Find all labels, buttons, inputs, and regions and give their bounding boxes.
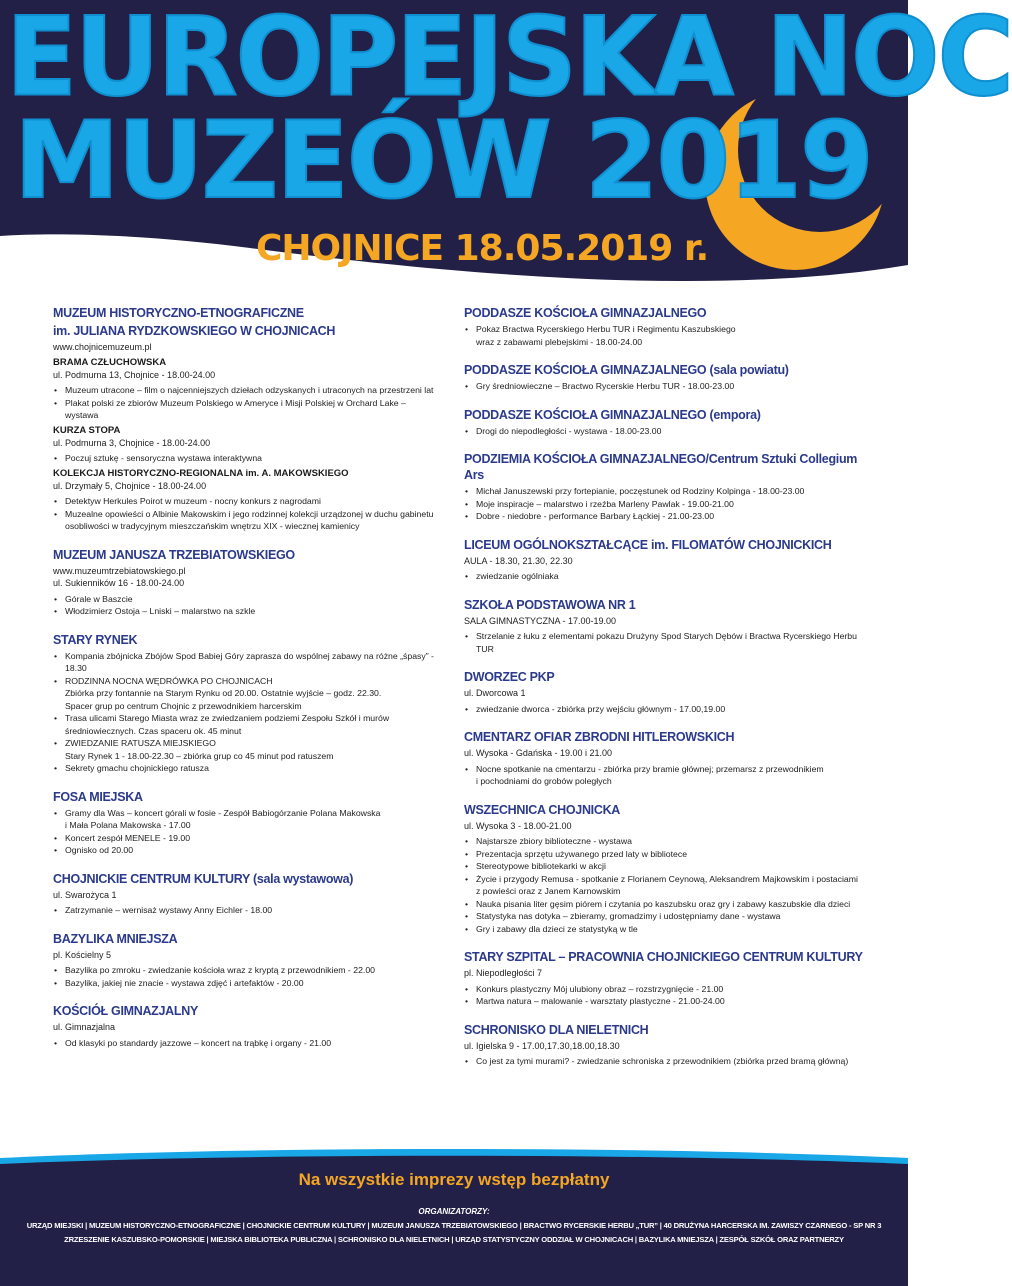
list-item: • Muzealne opowieści o Albinie Makowskim i jego rodzinnej kolekcji urządzonej w duchu gabinetu	[53, 508, 438, 521]
list-item: • Od klasyki po standardy jazzowe – koncert na trąbkę i organy - 21.00	[53, 1037, 438, 1050]
list-item: • Co jest za tymi murami? - zwiedzanie schroniska z przewodnikiem (zbiórka przed bramą główną)	[464, 1055, 869, 1068]
venue-address: ul. Podmurna 3, Chojnice - 18.00-24.00	[53, 437, 211, 448]
list-item: • Poczuj sztukę - sensoryczna wystawa interaktywna	[53, 452, 438, 465]
list-item: • Drogi do niepodległości - wystawa - 18.00-23.00	[464, 425, 869, 438]
section-title: PODZIEMIA KOŚCIOŁA GIMNAZJALNEGO/Centrum Sztuki Collegium Ars	[464, 452, 858, 482]
venue-address: ul. Gimnazjalna	[53, 1022, 116, 1032]
section-title: MUZEUM JANUSZA TRZEBIATOWSKIEGO	[53, 547, 295, 562]
list-item: • Gry i zabawy dla dzieci ze statystyką w tle	[464, 923, 869, 936]
venue-address: ul. Swarożyca 1	[53, 889, 117, 900]
list-item: • Nauka pisania liter gęsim piórem i czytania po kaszubsku oraz gry i zabawy kaszubskie dla dzieci	[464, 898, 869, 911]
section-title: MUZEUM HISTORYCZNO-ETNOGRAFICZNE	[53, 306, 304, 320]
list-item: • Włodzimierz Ostoja – Lniski – malarstwo na szkle	[53, 605, 438, 618]
venue-address: ul. Dworcowa 1	[464, 688, 526, 698]
list-item: • Strzelanie z łuku z elementami pokazu Drużyny Spod Starych Dębów i Bractwa Rycerskiego Herbu TUR	[464, 630, 869, 655]
list-item: • Zatrzymanie – wernisaż wystawy Anny Eichler - 18.00	[53, 904, 438, 917]
poster-header	[0, 0, 1012, 300]
section-liceum	[464, 537, 869, 583]
venue-name: KURZA STOPA	[53, 424, 121, 436]
section-title: SCHRONISKO DLA NIELETNICH	[464, 1022, 649, 1037]
list-item: • Koncert zespół MENELE - 19.00	[53, 832, 438, 845]
section-dworzec-pkp	[464, 669, 869, 715]
list-item: • Życie i przygody Remusa - spotkanie z Florianem Ceynową, Aleksandrem Majkowskim i postaciami	[464, 873, 869, 886]
list-item: • Ognisko od 20.00	[53, 844, 438, 857]
poster-title-line-2: MUZEÓW 2019	[14, 99, 872, 222]
poster-title-line-1: EUROPEJSKA NOC	[6, 0, 1012, 121]
event-list	[464, 1055, 869, 1068]
list-item-cont: i pochodniami do grobów poległych	[476, 776, 612, 786]
section-poddasze-sala-powiatu	[464, 362, 869, 393]
event-list	[53, 964, 438, 989]
list-item-cont: z powieści oraz z Janem Karnowskim	[476, 886, 621, 896]
section-poddasze-empora	[464, 407, 869, 438]
venue-address: ul. Igielska 9 - 17.00,17.30,18.00,18.30	[464, 1040, 620, 1051]
section-title: CMENTARZ OFIAR ZBRODNI HITLEROWSKICH	[464, 730, 735, 744]
section-title: CHOJNICKIE CENTRUM KULTURY (sala wystawowa)	[53, 871, 354, 886]
list-item: • Dobre - niedobre - performance Barbary Łąckiej - 21.00-23.00	[464, 510, 869, 523]
list-item-cont: Stary Rynek 1 - 18.00-22.30 – zbiórka grup co 45 minut pod ratuszem	[65, 750, 334, 761]
organizers-label: ORGANIZATORZY:	[418, 1207, 490, 1216]
poster-footer	[0, 1150, 908, 1286]
list-item: • RODZINNA NOCNA WĘDRÓWKA PO CHOJNICACH	[53, 675, 438, 688]
section-title: STARY SZPITAL – PRACOWNIA CHOJNICKIEGO CENTRUM KULTURY	[464, 950, 863, 964]
section-fosa-miejska	[53, 789, 438, 857]
section-title: STARY RYNEK	[53, 632, 138, 647]
list-item: • Sekrety gmachu chojnickiego ratusza	[53, 762, 438, 775]
section-schronisko	[464, 1022, 869, 1068]
list-item: • Plakat polski ze zbiorów Muzeum Polskiego w Ameryce i Misji Polskiej w Orchard Lake – wystawa	[53, 397, 438, 422]
list-item: • Stereotypowe bibliotekarki w akcji	[464, 860, 869, 873]
list-item: • Nocne spotkanie na cmentarzu - zbiórka przy bramie głównej; przemarsz z przewodnikiem	[464, 763, 869, 776]
event-list	[53, 593, 438, 618]
list-item: • Bazylika po zmroku - zwiedzanie kościoła wraz z kryptą z przewodnikiem - 22.00	[53, 964, 438, 977]
list-item: • Gry średniowieczne – Bractwo Rycerskie Herbu TUR - 18.00-23.00	[464, 380, 869, 393]
event-list	[464, 703, 869, 716]
venue-address: ul. Wysoka - Gdańska - 19.00 i 21.00	[464, 748, 612, 758]
list-item: • Trasa ulicami Starego Miasta wraz ze zwiedzaniem podziemi Zespołu Szkół i murów	[53, 712, 438, 725]
section-muzeum-historyczne	[53, 305, 438, 533]
section-kosciol-gimnazjalny	[53, 1003, 438, 1049]
venue-address: ul. Drzymały 5, Chojnice - 18.00-24.00	[53, 480, 207, 491]
venue-address: pl. Niepodległości 7	[464, 968, 543, 978]
venue-address: ul. Sukienników 16 - 18.00-24.00	[53, 578, 185, 588]
section-title: DWORZEC PKP	[464, 670, 555, 684]
event-list	[53, 384, 438, 422]
section-muzeum-trzebiatowskiego	[53, 547, 438, 618]
organizers-list-line-2: ZRZESZENIE KASZUBSKO-POMORSKIE | MIEJSKA BIBLIOTEKA PUBLICZNA | SCHRONISKO DLA NIELETNICH | URZĄD STATYSTYCZNY ODDZIAŁ W CHOJNICACH | BAZYLIKA MNIEJSZA | ZESPÓŁ SZKÓŁ ORAZ PARTNERZY	[64, 1235, 844, 1244]
venue-address: ul. Wysoka 3 - 18.00-21.00	[464, 820, 572, 831]
list-item: • Konkurs plastyczny Mój ulubiony obraz – rozstrzygnięcie - 21.00	[464, 983, 869, 996]
section-title: LICEUM OGÓLNOKSZTAŁCĄCE im. FILOMATÓW CHOJNICKICH	[464, 537, 832, 552]
event-list	[464, 485, 869, 523]
venue-name: BRAMA CZŁUCHOWSKA	[53, 356, 167, 368]
list-item: • Prezentacja sprzętu używanego przed laty w bibliotece	[464, 848, 869, 861]
event-list	[464, 570, 869, 583]
event-list	[53, 807, 438, 857]
list-item: • Najstarsze zbiory biblioteczne - wystawa	[464, 835, 869, 848]
list-item-cont: osobliwości w tradycyjnym mieszczańskim wnętrzu XIX - wiecznej kamienicy	[65, 521, 360, 531]
section-stary-szpital	[464, 949, 869, 1008]
list-item: • zwiedzanie dworca - zbiórka przy wejściu głównym - 17.00,19.00	[464, 703, 869, 716]
venue-address: AULA - 18.30, 21.30, 22.30	[464, 555, 573, 566]
event-list	[464, 763, 869, 788]
section-poddasze	[464, 305, 869, 348]
list-item: • Muzeum utracone – film o najcenniejszych dziełach odzyskanych i utraconych na przestrzeni lat	[53, 384, 438, 397]
event-list	[53, 650, 438, 775]
list-item-cont: Zbiórka przy fontannie na Starym Rynku od 20.00. Ostatnie wyjście – godz. 22.30.	[65, 688, 382, 698]
list-item: • Statystyka nas dotyka – zbieramy, gromadzimy i udostępniamy dane - wystawa	[464, 910, 869, 923]
event-list	[53, 1037, 438, 1050]
list-item: • Martwa natura – malowanie - warsztaty plastyczne - 21.00-24.00	[464, 995, 869, 1008]
section-cmentarz	[464, 729, 869, 788]
section-title: PODDASZE KOŚCIOŁA GIMNAZJALNEGO	[464, 306, 707, 320]
left-column	[53, 305, 438, 1063]
event-list	[53, 495, 438, 533]
poster-subtitle-date: CHOJNICE 18.05.2019 r.	[256, 228, 709, 269]
list-item: • Moje inspiracje – malarstwo i rzeźba Marleny Pawlak - 19.00-21.00	[464, 498, 869, 511]
right-column	[464, 305, 869, 1082]
section-title: FOSA MIEJSKA	[53, 789, 143, 804]
event-list	[464, 630, 869, 655]
event-list	[464, 835, 869, 935]
organizers-list-line-1: URZĄD MIEJSKI | MUZEUM HISTORYCZNO-ETNOGRAFICZNE | CHOJNICKIE CENTRUM KULTURY | MUZEUM JANUSZA TRZEBIATOWSKIEGO | BRACTWO RYCERSKIE HERBU „TUR” | 40 DRUŻYNA HARCERSKA IM. ZAWISZY CZARNEGO - SP NR 3	[26, 1221, 882, 1230]
free-entry-notice: Na wszystkie imprezy wstęp bezpłatny	[298, 1170, 610, 1189]
list-item-cont: Spacer grup po centrum Chojnic z przewodnikiem harcerskim	[65, 700, 302, 711]
event-list	[53, 904, 438, 917]
section-szkola-podstawowa	[464, 597, 869, 656]
venue-name: KOLEKCJA HISTORYCZNO-REGIONALNA im. A. MAKOWSKIEGO	[53, 467, 349, 479]
section-title-cont: im. JULIANA RYDZKOWSKIEGO W CHOJNICACH	[53, 324, 336, 338]
section-wszechnica	[464, 802, 869, 936]
section-title: WSZECHNICA CHOJNICKA	[464, 802, 621, 817]
section-chojnickie-centrum-kultury	[53, 871, 438, 917]
list-item: • Górale w Baszcie	[53, 593, 438, 606]
list-item: • Pokaz Bractwa Rycerskiego Herbu TUR i Regimentu Kaszubskiego	[464, 323, 869, 336]
event-list	[464, 425, 869, 438]
section-podziemia	[464, 451, 869, 523]
event-list	[464, 983, 869, 1008]
venue-address: SALA GIMNASTYCZNA - 17.00-19.00	[464, 615, 617, 626]
section-title: SZKOŁA PODSTAWOWA NR 1	[464, 597, 636, 612]
event-list	[464, 380, 869, 393]
section-title: PODDASZE KOŚCIOŁA GIMNAZJALNEGO (empora)	[464, 407, 761, 422]
list-item: • ZWIEDZANIE RATUSZA MIEJSKIEGO	[53, 737, 438, 750]
section-title: PODDASZE KOŚCIOŁA GIMNAZJALNEGO (sala powiatu)	[464, 363, 789, 377]
list-item: • Michał Januszewski przy fortepianie, poczęstunek od Rodziny Kolpinga - 18.00-23.00	[464, 485, 869, 498]
list-item: • Gramy dla Was – koncert górali w fosie - Zespół Babiogórzanie Polana Makowska	[53, 807, 438, 820]
list-item: • zwiedzanie ogólniaka	[464, 570, 869, 583]
venue-address: pl. Kościelny 5	[53, 949, 112, 960]
section-bazylika-mniejsza	[53, 931, 438, 990]
website-link[interactable]: www.chojnicemuzeum.pl	[53, 342, 152, 352]
list-item-cont: i Mała Polana Makowska - 17.00	[65, 820, 191, 830]
list-item: • Kompania zbójnicka Zbójów Spod Babiej Góry zaprasza do wspólnej zabawy na różne „śpasy” - 18.30	[53, 650, 438, 675]
section-stary-rynek	[53, 632, 438, 775]
list-item: • Bazylika, jakiej nie znacie - wystawa zdjęć i artefaktów - 20.00	[53, 977, 438, 990]
list-item-cont: średniowiecznych. Czas spaceru ok. 45 minut	[65, 725, 242, 736]
event-list	[53, 452, 438, 465]
section-title: KOŚCIÓŁ GIMNAZJALNY	[53, 1004, 198, 1018]
section-title: BAZYLIKA MNIEJSZA	[53, 931, 178, 946]
list-item-cont: wraz z zabawami plebejskimi - 18.00-24.00	[476, 336, 643, 347]
event-list	[464, 323, 869, 348]
venue-address: ul. Podmurna 13, Chojnice - 18.00-24.00	[53, 369, 216, 380]
list-item: • Detektyw Herkules Poirot w muzeum - nocny konkurs z nagrodami	[53, 495, 438, 508]
website-link[interactable]: www.muzeumtrzebiatowskiego.pl	[53, 565, 186, 576]
